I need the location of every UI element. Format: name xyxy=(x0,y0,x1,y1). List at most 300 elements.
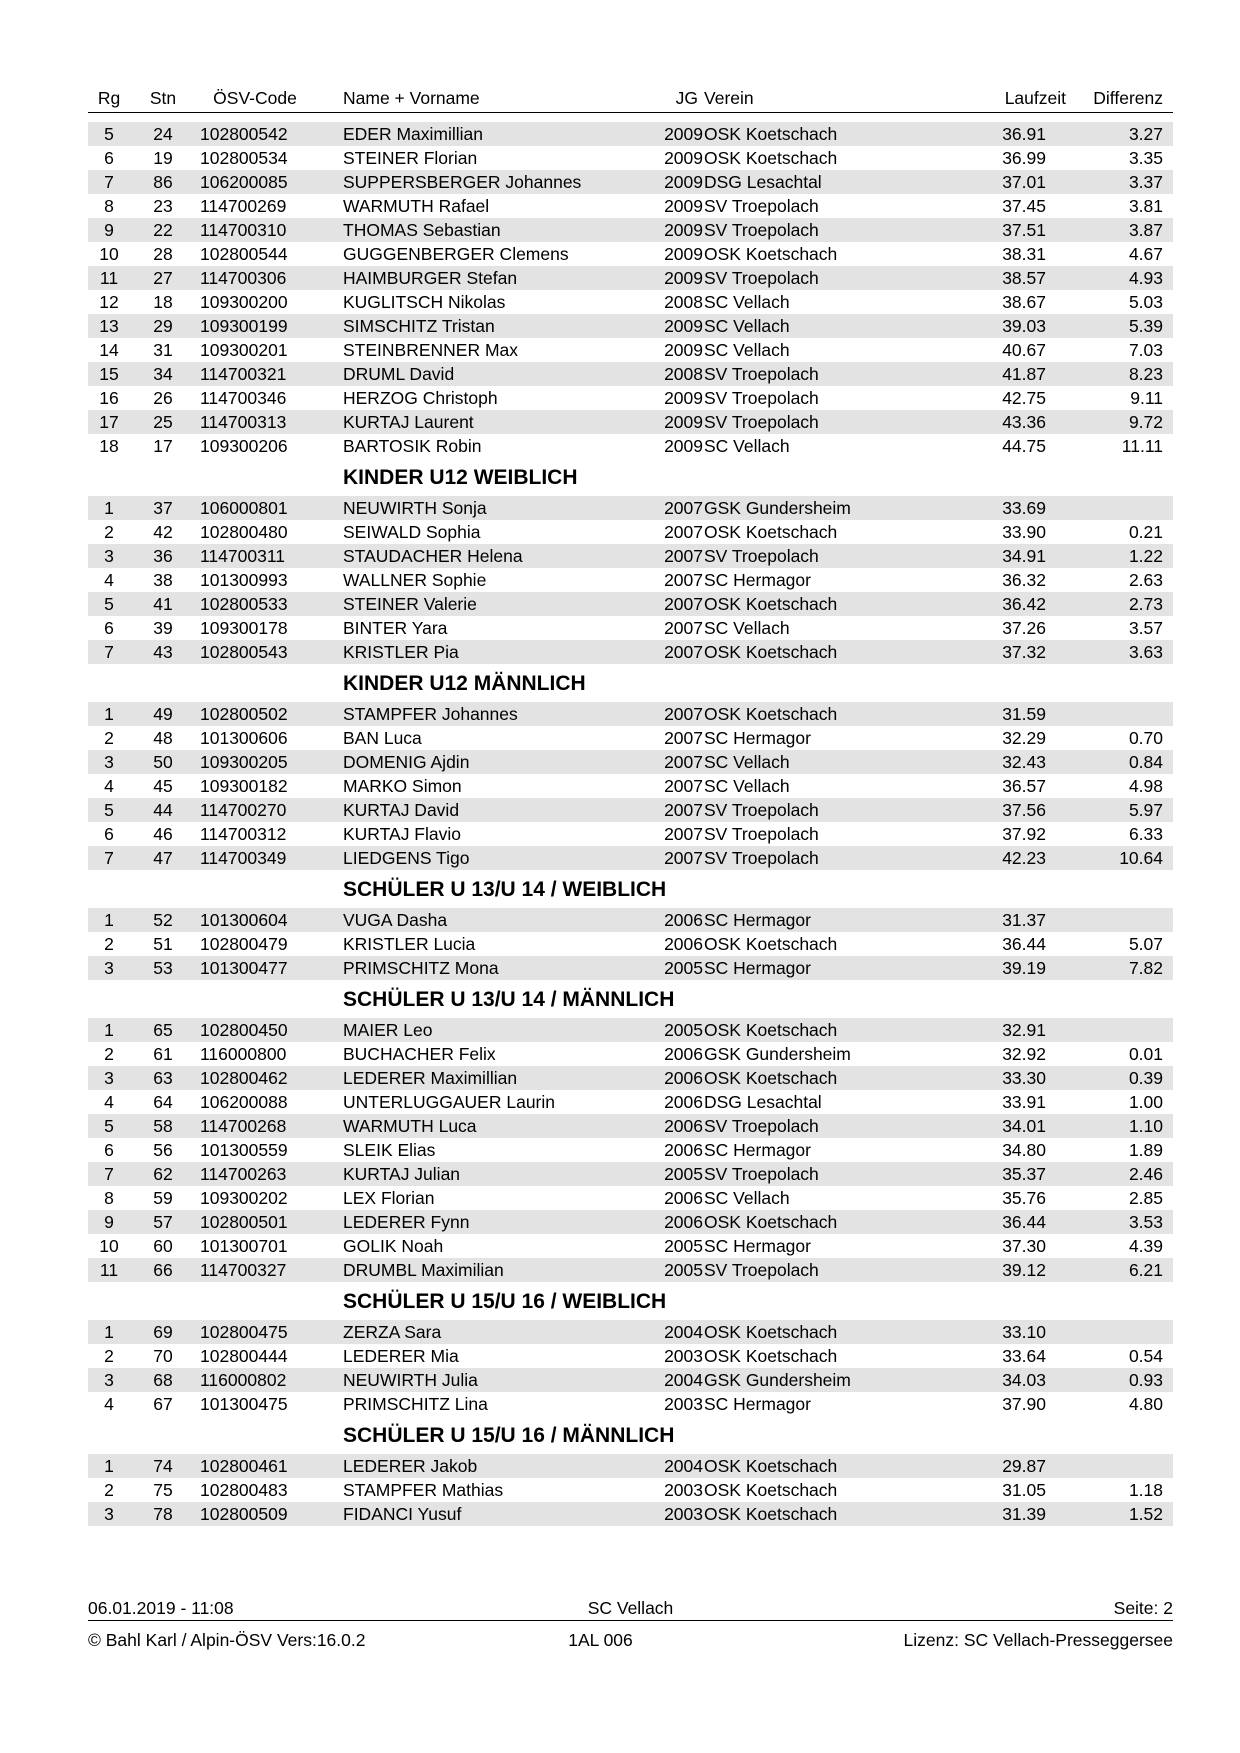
cell-name: LEDERER Fynn xyxy=(343,1212,470,1232)
cell-run-time: 37.01 xyxy=(1002,172,1046,192)
table-row xyxy=(88,822,1173,846)
cell-birth-year: 2004 xyxy=(664,1370,703,1390)
cell-run-time: 37.56 xyxy=(1002,800,1046,820)
cell-osv-code: 101300559 xyxy=(200,1140,288,1160)
table-row xyxy=(88,1454,1173,1478)
cell-difference: 3.27 xyxy=(1128,124,1163,144)
cell-club: SC Hermagor xyxy=(704,1140,811,1160)
cell-birth-year: 2006 xyxy=(664,1068,703,1088)
cell-difference: 1.18 xyxy=(1128,1480,1163,1500)
cell-difference: 7.82 xyxy=(1128,958,1163,978)
cell-difference: 10.64 xyxy=(1119,848,1163,868)
category-title: SCHÜLER U 13/U 14 / MÄNNLICH xyxy=(343,988,675,1011)
cell-club: OSK Koetschach xyxy=(704,522,838,542)
cell-club: SC Vellach xyxy=(704,1188,790,1208)
cell-birth-year: 2007 xyxy=(664,752,703,772)
cell-start-number: 74 xyxy=(153,1456,173,1476)
table-row xyxy=(88,170,1173,194)
cell-start-number: 60 xyxy=(153,1236,173,1256)
cell-run-time: 37.92 xyxy=(1002,824,1046,844)
cell-run-time: 36.44 xyxy=(1002,1212,1046,1232)
cell-name: HAIMBURGER Stefan xyxy=(343,268,518,288)
cell-name: SUPPERSBERGER Johannes xyxy=(343,172,582,192)
cell-difference: 1.89 xyxy=(1128,1140,1163,1160)
category-heading xyxy=(88,980,1173,1018)
cell-difference: 4.93 xyxy=(1128,268,1163,288)
cell-name: WALLNER Sophie xyxy=(343,570,487,590)
table-row xyxy=(88,218,1173,242)
header-jg: JG xyxy=(675,88,698,108)
cell-name: STEINER Valerie xyxy=(343,594,477,614)
cell-rank: 2 xyxy=(104,728,114,748)
cell-birth-year: 2006 xyxy=(664,1044,703,1064)
cell-rank: 10 xyxy=(99,244,119,264)
cell-birth-year: 2009 xyxy=(664,268,703,288)
table-row xyxy=(88,410,1173,434)
table-row xyxy=(88,266,1173,290)
table-row xyxy=(88,750,1173,774)
table-row xyxy=(88,496,1173,520)
table-row xyxy=(88,544,1173,568)
table-row xyxy=(88,1392,1173,1416)
cell-rank: 7 xyxy=(104,642,114,662)
cell-rank: 7 xyxy=(104,1164,114,1184)
cell-club: GSK Gundersheim xyxy=(704,1044,851,1064)
cell-osv-code: 116000800 xyxy=(200,1044,287,1064)
cell-difference: 1.00 xyxy=(1128,1092,1163,1112)
cell-rank: 2 xyxy=(104,522,114,542)
table-row xyxy=(88,1344,1173,1368)
cell-club: OSK Koetschach xyxy=(704,1504,838,1524)
category-heading xyxy=(88,1282,1173,1320)
cell-club: SC Vellach xyxy=(704,436,790,456)
cell-rank: 2 xyxy=(104,1346,114,1366)
cell-difference: 4.67 xyxy=(1128,244,1163,264)
cell-rank: 12 xyxy=(99,292,119,312)
cell-name: UNTERLUGGAUER Laurin xyxy=(343,1092,555,1112)
cell-osv-code: 101300606 xyxy=(200,728,288,748)
cell-run-time: 29.87 xyxy=(1002,1456,1046,1476)
table-row xyxy=(88,1186,1173,1210)
cell-name: GUGGENBERGER Clemens xyxy=(343,244,569,264)
cell-club: SV Troepolach xyxy=(704,220,819,240)
cell-run-time: 37.90 xyxy=(1002,1394,1046,1414)
table-row xyxy=(88,592,1173,616)
table-row xyxy=(88,1018,1173,1042)
cell-club: OSK Koetschach xyxy=(704,1020,838,1040)
cell-birth-year: 2003 xyxy=(664,1504,703,1524)
cell-rank: 4 xyxy=(104,776,114,796)
cell-birth-year: 2009 xyxy=(664,220,703,240)
cell-start-number: 65 xyxy=(153,1020,173,1040)
header-differenz: Differenz xyxy=(1093,88,1163,108)
cell-difference: 1.10 xyxy=(1128,1116,1163,1136)
table-row xyxy=(88,1162,1173,1186)
cell-club: OSK Koetschach xyxy=(704,934,838,954)
cell-rank: 13 xyxy=(99,316,119,336)
cell-birth-year: 2007 xyxy=(664,618,703,638)
footer-code: 1AL 006 xyxy=(568,1630,633,1650)
cell-osv-code: 102800479 xyxy=(200,934,288,954)
cell-osv-code: 114700306 xyxy=(200,268,287,288)
cell-club: OSK Koetschach xyxy=(704,642,838,662)
cell-rank: 3 xyxy=(104,1370,114,1390)
cell-difference: 5.39 xyxy=(1128,316,1163,336)
cell-name: MAIER Leo xyxy=(343,1020,433,1040)
cell-start-number: 31 xyxy=(153,340,173,360)
cell-birth-year: 2006 xyxy=(664,934,703,954)
cell-start-number: 57 xyxy=(153,1212,173,1232)
cell-name: HERZOG Christoph xyxy=(343,388,498,408)
cell-difference: 9.72 xyxy=(1128,412,1163,432)
cell-start-number: 66 xyxy=(153,1260,173,1280)
table-row xyxy=(88,194,1173,218)
cell-name: KRISTLER Pia xyxy=(343,642,459,662)
header-laufzeit: Laufzeit xyxy=(1004,88,1066,108)
cell-rank: 14 xyxy=(99,340,119,360)
cell-difference: 2.63 xyxy=(1128,570,1163,590)
cell-start-number: 24 xyxy=(153,124,173,144)
table-row xyxy=(88,362,1173,386)
cell-birth-year: 2007 xyxy=(664,570,703,590)
cell-run-time: 44.75 xyxy=(1002,436,1046,456)
cell-name: KURTAJ Flavio xyxy=(343,824,461,844)
cell-run-time: 34.91 xyxy=(1002,546,1046,566)
cell-start-number: 51 xyxy=(153,934,173,954)
cell-run-time: 31.37 xyxy=(1002,910,1046,930)
cell-club: SV Troepolach xyxy=(704,1116,819,1136)
table-row xyxy=(88,290,1173,314)
cell-rank: 1 xyxy=(104,1322,114,1342)
cell-difference: 5.97 xyxy=(1128,800,1163,820)
cell-run-time: 41.87 xyxy=(1002,364,1046,384)
cell-birth-year: 2007 xyxy=(664,776,703,796)
cell-difference: 0.21 xyxy=(1128,522,1163,542)
cell-start-number: 58 xyxy=(153,1116,173,1136)
cell-club: DSG Lesachtal xyxy=(704,172,822,192)
cell-rank: 1 xyxy=(104,704,114,724)
cell-start-number: 19 xyxy=(153,148,173,168)
cell-name: SLEIK Elias xyxy=(343,1140,436,1160)
cell-name: DRUML David xyxy=(343,364,455,384)
cell-osv-code: 109300202 xyxy=(200,1188,288,1208)
cell-name: BUCHACHER Felix xyxy=(343,1044,496,1064)
cell-club: SC Hermagor xyxy=(704,728,811,748)
cell-osv-code: 102800480 xyxy=(200,522,288,542)
cell-rank: 11 xyxy=(99,268,119,288)
cell-start-number: 86 xyxy=(153,172,173,192)
cell-osv-code: 106200088 xyxy=(200,1092,288,1112)
cell-club: SC Vellach xyxy=(704,292,790,312)
cell-run-time: 32.92 xyxy=(1002,1044,1046,1064)
cell-osv-code: 102800501 xyxy=(200,1212,288,1232)
cell-difference: 3.37 xyxy=(1128,172,1163,192)
cell-difference: 2.46 xyxy=(1128,1164,1163,1184)
cell-run-time: 36.91 xyxy=(1002,124,1046,144)
cell-club: SC Hermagor xyxy=(704,958,811,978)
cell-osv-code: 102800483 xyxy=(200,1480,288,1500)
cell-birth-year: 2009 xyxy=(664,436,703,456)
cell-birth-year: 2007 xyxy=(664,824,703,844)
category-title: SCHÜLER U 13/U 14 / WEIBLICH xyxy=(343,878,667,901)
cell-start-number: 69 xyxy=(153,1322,173,1342)
cell-start-number: 44 xyxy=(153,800,173,820)
cell-osv-code: 114700312 xyxy=(200,824,287,844)
cell-run-time: 32.29 xyxy=(1002,728,1046,748)
cell-club: GSK Gundersheim xyxy=(704,1370,851,1390)
cell-birth-year: 2009 xyxy=(664,412,703,432)
cell-name: LEDERER Maximillian xyxy=(343,1068,518,1088)
cell-rank: 6 xyxy=(104,148,114,168)
cell-birth-year: 2006 xyxy=(664,1116,703,1136)
cell-rank: 18 xyxy=(99,436,119,456)
cell-run-time: 38.67 xyxy=(1002,292,1046,312)
cell-rank: 3 xyxy=(104,958,114,978)
cell-osv-code: 106200085 xyxy=(200,172,288,192)
cell-run-time: 37.30 xyxy=(1002,1236,1046,1256)
cell-rank: 3 xyxy=(104,752,114,772)
cell-start-number: 41 xyxy=(153,594,173,614)
cell-start-number: 53 xyxy=(153,958,173,978)
cell-name: SIMSCHITZ Tristan xyxy=(343,316,495,336)
cell-osv-code: 109300205 xyxy=(200,752,288,772)
cell-club: SC Vellach xyxy=(704,618,790,638)
cell-birth-year: 2004 xyxy=(664,1456,703,1476)
table-row xyxy=(88,122,1173,146)
cell-difference: 0.84 xyxy=(1128,752,1163,772)
cell-name: STAMPFER Johannes xyxy=(343,704,518,724)
cell-difference: 3.87 xyxy=(1128,220,1163,240)
cell-club: OSK Koetschach xyxy=(704,1346,838,1366)
cell-name: STEINBRENNER Max xyxy=(343,340,519,360)
cell-name: WARMUTH Rafael xyxy=(343,196,490,216)
cell-difference: 3.53 xyxy=(1128,1212,1163,1232)
cell-rank: 3 xyxy=(104,1504,114,1524)
cell-club: SC Hermagor xyxy=(704,1394,811,1414)
cell-start-number: 64 xyxy=(153,1092,173,1112)
cell-start-number: 48 xyxy=(153,728,173,748)
cell-osv-code: 114700269 xyxy=(200,196,287,216)
footer-license: Lizenz: SC Vellach-Presseggersee xyxy=(903,1630,1173,1650)
cell-club: SC Vellach xyxy=(704,316,790,336)
cell-run-time: 39.12 xyxy=(1002,1260,1046,1280)
cell-rank: 11 xyxy=(99,1260,119,1280)
cell-club: SV Troepolach xyxy=(704,824,819,844)
cell-difference: 6.33 xyxy=(1128,824,1163,844)
table-row xyxy=(88,956,1173,980)
cell-run-time: 35.37 xyxy=(1002,1164,1046,1184)
cell-club: SC Vellach xyxy=(704,776,790,796)
cell-start-number: 29 xyxy=(153,316,173,336)
cell-start-number: 67 xyxy=(153,1394,173,1414)
cell-club: SV Troepolach xyxy=(704,364,819,384)
cell-difference: 6.21 xyxy=(1128,1260,1163,1280)
table-row xyxy=(88,1138,1173,1162)
cell-birth-year: 2003 xyxy=(664,1346,703,1366)
cell-start-number: 37 xyxy=(153,498,173,518)
header-verein: Verein xyxy=(704,88,754,108)
cell-birth-year: 2005 xyxy=(664,1020,703,1040)
cell-club: OSK Koetschach xyxy=(704,1456,838,1476)
cell-start-number: 47 xyxy=(153,848,173,868)
cell-osv-code: 102800534 xyxy=(200,148,288,168)
cell-rank: 2 xyxy=(104,1480,114,1500)
cell-difference: 0.01 xyxy=(1128,1044,1163,1064)
cell-start-number: 63 xyxy=(153,1068,173,1088)
category-heading xyxy=(88,664,1173,702)
cell-start-number: 50 xyxy=(153,752,173,772)
cell-birth-year: 2006 xyxy=(664,1212,703,1232)
cell-name: LEX Florian xyxy=(343,1188,435,1208)
cell-name: SEIWALD Sophia xyxy=(343,522,481,542)
cell-difference: 1.52 xyxy=(1128,1504,1163,1524)
cell-rank: 8 xyxy=(104,196,114,216)
cell-osv-code: 101300604 xyxy=(200,910,288,930)
footer-top xyxy=(88,1597,1173,1621)
cell-rank: 2 xyxy=(104,1044,114,1064)
cell-name: DRUMBL Maximilian xyxy=(343,1260,504,1280)
cell-run-time: 34.01 xyxy=(1002,1116,1046,1136)
cell-run-time: 32.91 xyxy=(1002,1020,1046,1040)
cell-name: LEDERER Jakob xyxy=(343,1456,478,1476)
cell-birth-year: 2007 xyxy=(664,704,703,724)
table-row xyxy=(88,640,1173,664)
cell-osv-code: 114700313 xyxy=(200,412,287,432)
cell-difference: 0.54 xyxy=(1128,1346,1163,1366)
cell-birth-year: 2008 xyxy=(664,292,703,312)
table-row xyxy=(88,1042,1173,1066)
cell-birth-year: 2009 xyxy=(664,340,703,360)
cell-difference: 4.98 xyxy=(1128,776,1163,796)
cell-birth-year: 2006 xyxy=(664,1092,703,1112)
cell-osv-code: 114700349 xyxy=(200,848,287,868)
table-row xyxy=(88,1234,1173,1258)
cell-birth-year: 2005 xyxy=(664,1260,703,1280)
table-row xyxy=(88,798,1173,822)
cell-birth-year: 2007 xyxy=(664,546,703,566)
cell-osv-code: 106000801 xyxy=(200,498,288,518)
cell-osv-code: 109300182 xyxy=(200,776,288,796)
cell-name: STEINER Florian xyxy=(343,148,478,168)
cell-name: DOMENIG Ajdin xyxy=(343,752,470,772)
cell-osv-code: 102800444 xyxy=(200,1346,288,1366)
cell-start-number: 46 xyxy=(153,824,173,844)
cell-birth-year: 2007 xyxy=(664,800,703,820)
cell-difference: 7.03 xyxy=(1128,340,1163,360)
cell-rank: 3 xyxy=(104,1068,114,1088)
cell-osv-code: 114700268 xyxy=(200,1116,287,1136)
cell-birth-year: 2009 xyxy=(664,316,703,336)
cell-osv-code: 109300206 xyxy=(200,436,288,456)
cell-birth-year: 2007 xyxy=(664,594,703,614)
cell-rank: 8 xyxy=(104,1188,114,1208)
cell-rank: 5 xyxy=(104,124,114,144)
table-row xyxy=(88,1478,1173,1502)
cell-birth-year: 2003 xyxy=(664,1480,703,1500)
cell-rank: 4 xyxy=(104,1394,114,1414)
cell-name: STAUDACHER Helena xyxy=(343,546,523,566)
cell-start-number: 42 xyxy=(153,522,173,542)
category-heading xyxy=(88,458,1173,496)
cell-run-time: 32.43 xyxy=(1002,752,1046,772)
cell-club: SC Vellach xyxy=(704,340,790,360)
cell-osv-code: 114700311 xyxy=(200,546,285,566)
category-title: KINDER U12 MÄNNLICH xyxy=(343,672,586,695)
cell-difference: 0.93 xyxy=(1128,1370,1163,1390)
cell-rank: 17 xyxy=(99,412,119,432)
cell-difference: 9.11 xyxy=(1130,388,1163,408)
cell-osv-code: 102800475 xyxy=(200,1322,288,1342)
cell-osv-code: 102800544 xyxy=(200,244,288,264)
cell-run-time: 33.90 xyxy=(1002,522,1046,542)
cell-name: MARKO Simon xyxy=(343,776,462,796)
cell-osv-code: 101300701 xyxy=(200,1236,288,1256)
footer-page-number: Seite: 2 xyxy=(1113,1598,1173,1618)
cell-birth-year: 2009 xyxy=(664,172,703,192)
cell-rank: 2 xyxy=(104,934,114,954)
cell-difference: 5.03 xyxy=(1128,292,1163,312)
cell-start-number: 62 xyxy=(153,1164,173,1184)
cell-club: SV Troepolach xyxy=(704,388,819,408)
cell-name: NEUWIRTH Sonja xyxy=(343,498,487,518)
cell-difference: 3.35 xyxy=(1128,148,1163,168)
cell-run-time: 33.64 xyxy=(1002,1346,1046,1366)
cell-birth-year: 2005 xyxy=(664,1164,703,1184)
cell-osv-code: 116000802 xyxy=(200,1370,287,1390)
cell-name: EDER Maximillian xyxy=(343,124,484,144)
cell-start-number: 39 xyxy=(153,618,173,638)
cell-difference: 4.39 xyxy=(1128,1236,1163,1256)
cell-osv-code: 102800502 xyxy=(200,704,288,724)
cell-name: FIDANCI Yusuf xyxy=(343,1504,462,1524)
cell-club: SV Troepolach xyxy=(704,848,819,868)
cell-run-time: 42.75 xyxy=(1002,388,1046,408)
cell-name: KRISTLER Lucia xyxy=(343,934,476,954)
cell-name: BINTER Yara xyxy=(343,618,448,638)
cell-run-time: 37.26 xyxy=(1002,618,1046,638)
cell-name: GOLIK Noah xyxy=(343,1236,444,1256)
cell-name: KUGLITSCH Nikolas xyxy=(343,292,506,312)
cell-osv-code: 102800533 xyxy=(200,594,288,614)
cell-start-number: 36 xyxy=(153,546,173,566)
table-row xyxy=(88,1320,1173,1344)
cell-difference: 8.23 xyxy=(1128,364,1163,384)
cell-start-number: 22 xyxy=(153,220,173,240)
cell-start-number: 45 xyxy=(153,776,173,796)
cell-run-time: 35.76 xyxy=(1002,1188,1046,1208)
cell-start-number: 78 xyxy=(153,1504,173,1524)
cell-run-time: 36.32 xyxy=(1002,570,1046,590)
cell-name: LEDERER Mia xyxy=(343,1346,459,1366)
cell-start-number: 27 xyxy=(153,268,173,288)
table-row xyxy=(88,932,1173,956)
header-name: Name + Vorname xyxy=(343,88,480,108)
cell-rank: 5 xyxy=(104,594,114,614)
cell-club: OSK Koetschach xyxy=(704,1480,838,1500)
table-header xyxy=(88,86,1173,113)
table-row xyxy=(88,1090,1173,1114)
cell-run-time: 36.57 xyxy=(1002,776,1046,796)
cell-osv-code: 114700310 xyxy=(200,220,287,240)
cell-run-time: 36.42 xyxy=(1002,594,1046,614)
cell-name: PRIMSCHITZ Mona xyxy=(343,958,499,978)
cell-difference: 3.81 xyxy=(1128,196,1163,216)
cell-osv-code: 101300477 xyxy=(200,958,288,978)
cell-difference: 11.11 xyxy=(1121,436,1163,456)
cell-birth-year: 2003 xyxy=(664,1394,703,1414)
cell-run-time: 37.45 xyxy=(1002,196,1046,216)
cell-start-number: 52 xyxy=(153,910,173,930)
